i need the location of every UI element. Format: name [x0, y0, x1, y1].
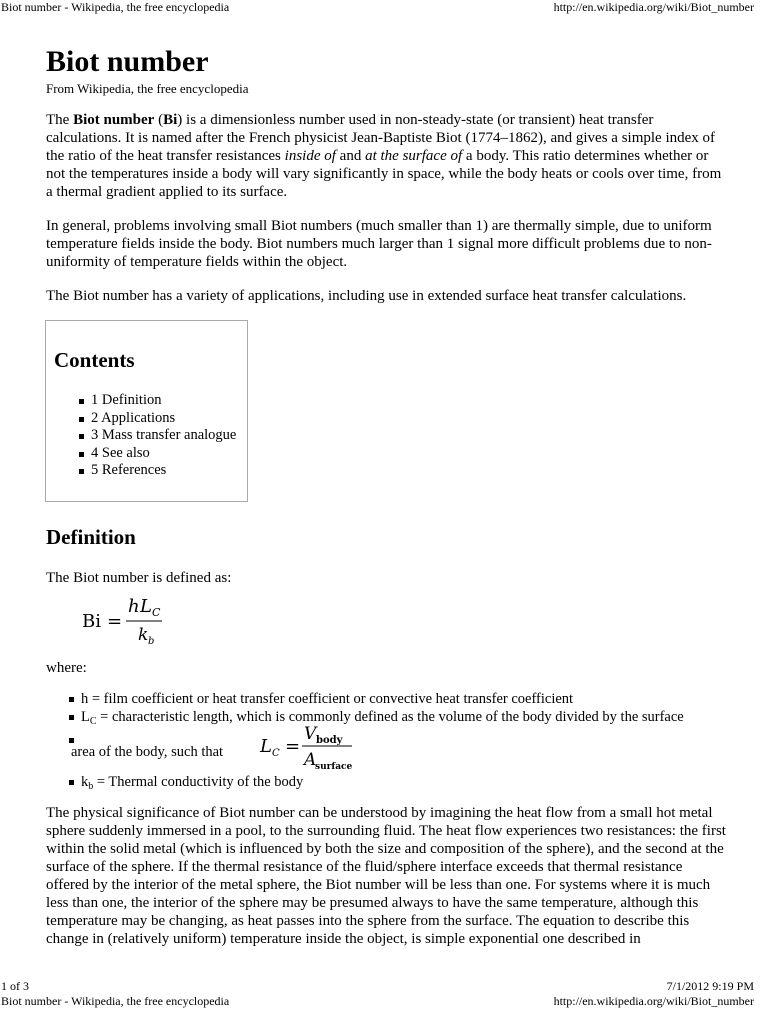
bullet-h: h = film coefficient or heat transfer coefficient or convective heat transfer coefficient [69, 690, 749, 708]
bullet-lc: $L_C$ = characteristic length, which is commonly defined as the volume of the body divided by the surface [69, 708, 749, 731]
bullet-lc-cont: area of the body, such that [69, 731, 749, 773]
intro-paragraph-1: The Biot number (Bi) is a dimensionless number used in non-steady-state (or transient) heat transfer calculations. It is named after the French physicist Jean-Baptiste Biot (1774–1862), and gives a simple index of the ratio of the heat transfer resistances inside of and at the surface of a body. This ratio determines whether or not the temperatures inside a body will vary significantly in space, while the body heats or cools over time, from a thermal gradient applied to its surface. [46, 112, 722, 200]
page-header-url[interactable]: http://en.wikipedia.org/wiki/Biot_number [553, 0, 754, 14]
toc-item-applications[interactable]: 2 Applications [79, 410, 236, 428]
formula-equals: = [107, 611, 123, 632]
toc-item-references[interactable]: 5 References [79, 462, 236, 480]
article-subtitle: From Wikipedia, the free encyclopedia [46, 81, 249, 96]
formula-numerator-h: h [128, 596, 140, 617]
lc-formula [244, 723, 356, 773]
formula-numerator-L: L [140, 596, 152, 617]
toc-item-definition[interactable]: 1 Definition [79, 392, 236, 410]
print-datetime: 7/1/2012 9:19 PM [666, 979, 754, 993]
section-heading-definition: Definition [46, 525, 136, 549]
lc-formula-V: V [304, 724, 317, 744]
lc-formula-A: A [304, 750, 317, 770]
lc-formula-L: L [260, 736, 272, 757]
toc-item-mass-transfer[interactable]: 3 Mass transfer analogue [79, 427, 236, 445]
intro-paragraph-3: The Biot number has a variety of applications, including use in extended surface heat transfer calculations. [46, 288, 687, 304]
where-label: where: [46, 660, 87, 676]
lc-formula-Vsub: body [316, 735, 343, 746]
toc-list [79, 392, 236, 480]
page-title: Biot number [46, 45, 209, 78]
formula-numerator-sub: C [152, 606, 161, 619]
bullet-kb: $k_b$ = Thermal conductivity of the body [69, 773, 749, 796]
page-header-title: Biot number - Wikipedia, the free encyclopedia [1, 0, 230, 14]
page-footer-title: Biot number - Wikipedia, the free encyclopedia [1, 994, 230, 1008]
toc-item-see-also[interactable]: 4 See also [79, 445, 236, 463]
formula-denominator-k: k [138, 625, 149, 645]
intro-paragraph-2: In general, problems involving small Biot numbers (much smaller than 1) are thermally simple, due to uniform temperature fields inside the body. Biot numbers much larger than 1 signal more difficult problems due to non-uniformity of temperature fields within the object. [46, 218, 712, 270]
significance-paragraph: The physical significance of Biot number can be understood by imagining the heat flow from a small hot metal sphere suddenly immersed in a pool, to the surrounding fluid. The heat flow experiences two resistances: the first within the solid metal (which is influenced by both the size and composition of the sphere), and the second at the surface of the sphere. If the thermal resistance of the fluid/sphere interface exceeds that thermal resistance offered by the interior of the metal sphere, the Biot number will be less than one. For systems where it is much less than one, the interior of the sphere may be presumed always to have the same temperature, although this temperature may be changing, as heat passes into the sphere from the surface. The equation to describe this change in (relatively uniform) temperature inside the object, is simple exponential one described in [46, 805, 726, 947]
formula-denominator-sub: b [148, 636, 155, 646]
page-footer-url[interactable]: http://en.wikipedia.org/wiki/Biot_number [553, 994, 754, 1008]
definition-intro: The Biot number is defined as: [46, 570, 232, 586]
toc-title: Contents [54, 348, 135, 372]
lc-formula-Asub: surface [315, 762, 353, 772]
page-counter: 1 of 3 [1, 979, 29, 993]
definition-bullets [69, 690, 749, 796]
biot-formula [82, 594, 172, 646]
lc-formula-Lsub: C [272, 748, 280, 759]
lc-formula-eq: = [285, 736, 301, 757]
formula-lhs: Bi [82, 611, 101, 632]
